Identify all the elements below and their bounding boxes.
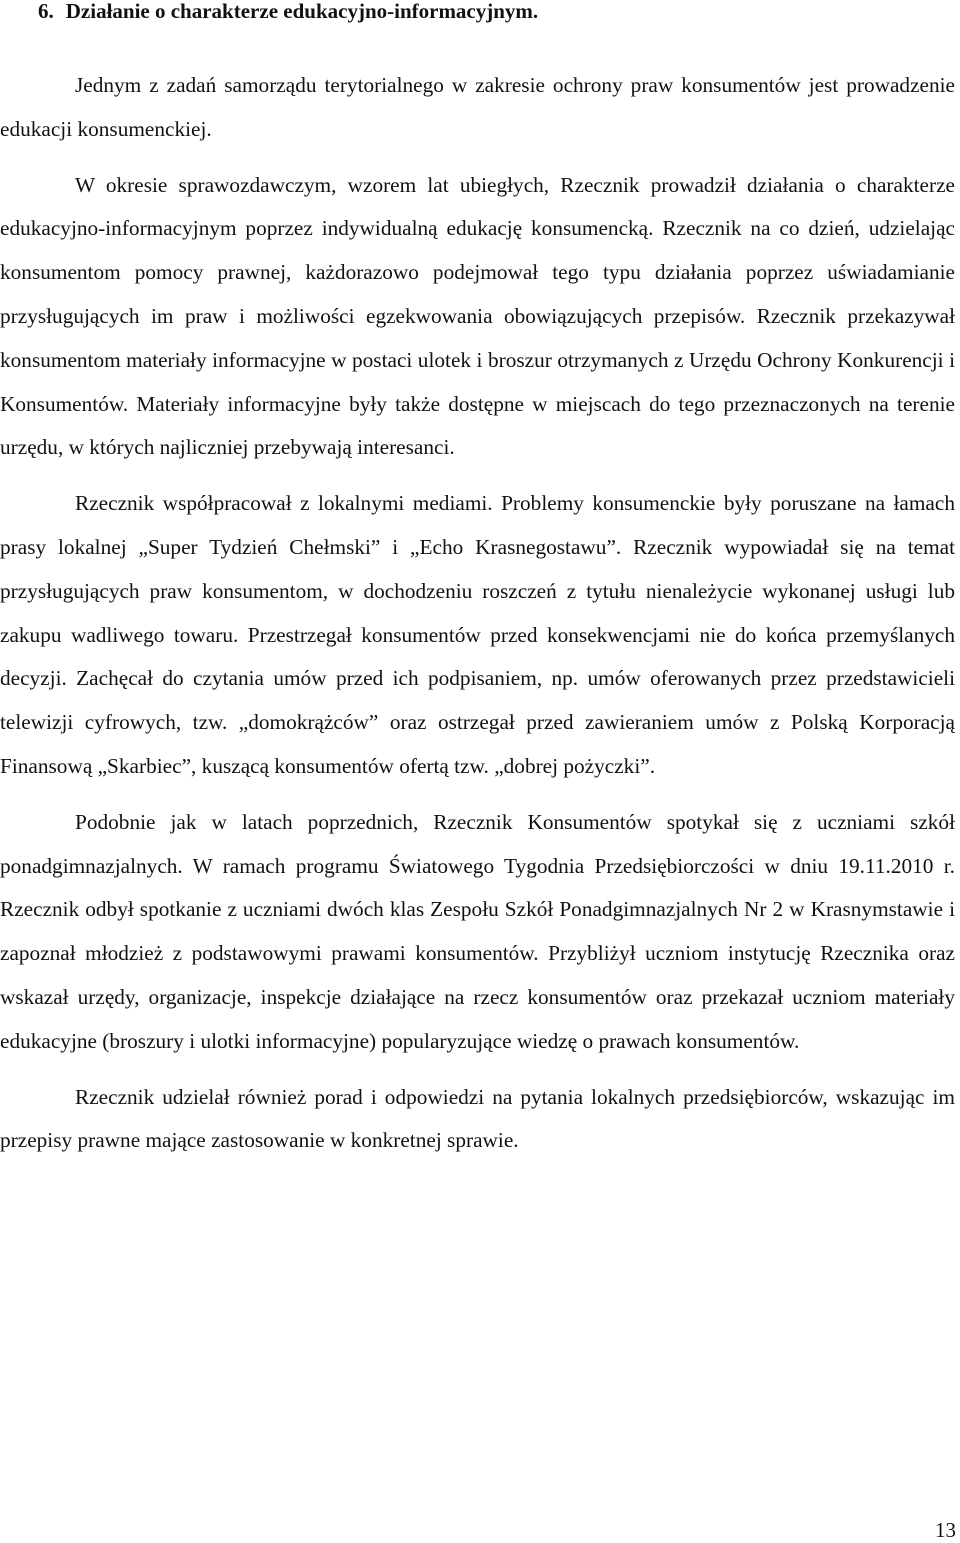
- paragraph-education-duty: Jednym z zadań samorządu terytorialnego w zakresie ochrony praw konsumentów jest prowadzenie edukacji konsumenckiej.: [0, 73, 955, 141]
- paragraph-school-meetings: Podobnie jak w latach poprzednich, Rzecznik Konsumentów spotykał się z uczniami szkół ponadgimnazjalnych. W ramach programu Światowego Tygodnia Przedsiębiorczości w dniu 19.11.2010 r. Rzecznik odbył spotkanie z uczniami dwóch klas Zespołu Szkół Ponadgimnazjalnych Nr 2 w Krasnymstawie i zapoznał młodzież z podstawowymi prawami konsumentów. Przybliżył uczniom instytucję Rzecznika oraz wskazał urzędy, organizacje, inspekcje działające na rzecz konsumentów oraz przekazał uczniom materiały edukacyjne (broszury i ulotki informacyjne) popularyzujące wiedzę o prawach konsumentów.: [0, 809, 955, 1053]
- page-number: 13: [935, 1518, 956, 1542]
- section-number: 6.: [38, 0, 54, 23]
- paragraph-business-advice: Rzecznik udzielał również porad i odpowiedzi na pytania lokalnych przedsiębiorców, wskazując im przepisy prawne mające zastosowanie w konkretnej sprawie.: [0, 1084, 955, 1153]
- section-title: Działanie o charakterze edukacyjno-informacyjnym.: [65, 0, 539, 23]
- section-heading: [38, 0, 538, 26]
- paragraph-media-cooperation: Rzecznik współpracował z lokalnymi mediami. Problemy konsumenckie były poruszane na łamach prasy lokalnej „Super Tydzień Chełmski” i „Echo Krasnegostawu”. Rzecznik wypowiadał się na temat przysługujących praw konsumentom, w dochodzeniu roszczeń z tytułu nienależycie wykonanej usługi lub zakupu wadliwego towaru. Przestrzegał konsumentów przed konsekwencjami nie do końca przemyślanych decyzji. Zachęcał do czytania umów przed ich podpisaniem, np. umów oferowanych przez przedstawicieli telewizji cyfrowych, tzw. „domokrążców” oraz ostrzegał przed zawieraniem umów z Polską Korporacją Finansową „Skarbiec”, kuszącą konsumentów ofertą tzw. „dobrej pożyczki”.: [0, 491, 955, 778]
- document-body: [0, 64, 955, 1163]
- paragraph-individual-education: W okresie sprawozdawczym, wzorem lat ubiegłych, Rzecznik prowadził działania o charakterze edukacyjno-informacyjnym poprzez indywidualną edukację konsumencką. Rzecznik na co dzień, udzielając konsumentom pomocy prawnej, każdorazowo podejmował tego typu działania poprzez uświadamianie przysługujących im praw i możliwości egzekwowania obowiązujących przepisów. Rzecznik przekazywał konsumentom materiały informacyjne w postaci ulotek i broszur otrzymanych z Urzędu Ochrony Konkurencji i Konsumentów. Materiały informacyjne były także dostępne w miejscach do tego przeznaczonych na terenie urzędu, w których najliczniej przebywają interesanci.: [0, 172, 955, 460]
